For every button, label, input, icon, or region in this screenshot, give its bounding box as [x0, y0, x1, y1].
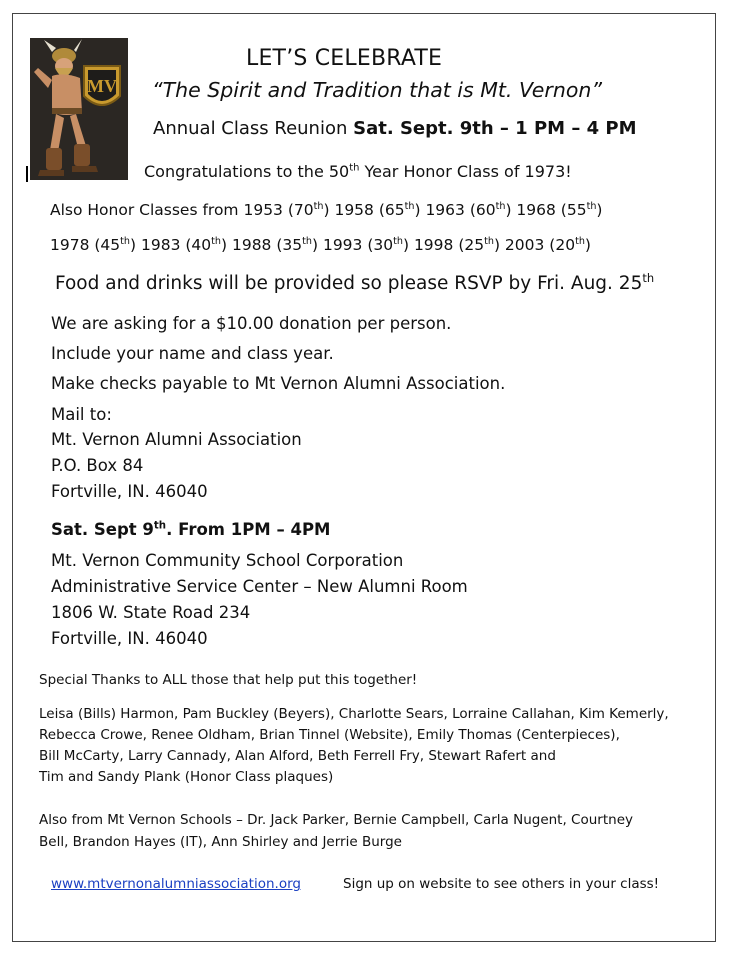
honor-class-item: 1983 (40th) — [136, 235, 228, 254]
honor-class-list — [243, 201, 602, 219]
reunion-line — [153, 118, 637, 139]
signup-text: Sign up on website to see others in your class! — [343, 876, 660, 892]
mail-box: P.O. Box 84 — [51, 456, 144, 475]
mail-label: Mail to: — [51, 405, 112, 424]
honor-classes-line-2 — [50, 236, 591, 254]
thanks-line: Leisa (Bills) Harmon, Pam Buckley (Beyers), Charlotte Sears, Lorraine Callahan, Kim Kemerly, — [39, 706, 669, 722]
viking-mascot-shield-icon — [30, 38, 128, 180]
thanks-line: Rebecca Crowe, Renee Oldham, Brian Tinnel (Website), Emily Thomas (Centerpieces), — [39, 727, 620, 743]
congrats-line: Congratulations to the 50th Year Honor Class of 1973! — [144, 162, 572, 181]
honor-class-list — [50, 236, 591, 254]
include-name-line: Include your name and class year. — [51, 344, 334, 363]
reunion-date: Sat. Sept. 9th – 1 PM – 4 PM — [353, 118, 637, 139]
event-venue-2: Administrative Service Center – New Alumni Room — [51, 577, 468, 596]
event-address: 1806 W. State Road 234 — [51, 603, 251, 622]
svg-text:MV: MV — [87, 76, 117, 96]
viking-mascot-image — [30, 38, 128, 180]
mail-city: Fortville, IN. 46040 — [51, 482, 208, 501]
honor-class-item: 1963 (60th) — [420, 200, 512, 219]
honor-class-item: 1968 (55th) — [511, 200, 603, 219]
text-caret — [26, 166, 28, 182]
honor-class-item: 1978 (45th) — [50, 235, 137, 254]
honor-class-item: 1958 (65th) — [329, 200, 421, 219]
honor-class-item: 1998 (25th) — [409, 235, 500, 254]
thanks-line: Tim and Sandy Plank (Honor Class plaques) — [39, 769, 334, 785]
event-venue-1: Mt. Vernon Community School Corporation — [51, 551, 404, 570]
event-date: Sat. Sept 9th. From 1PM – 4PM — [51, 520, 331, 539]
honor-class-item: 1993 (30th) — [318, 235, 410, 254]
website-link[interactable]: www.mtvernonalumniassociation.org — [51, 876, 301, 892]
rsvp-line: Food and drinks will be provided so please RSVP by Fri. Aug. 25th — [55, 270, 655, 294]
thanks-line: Bill McCarty, Larry Cannady, Alan Alford, Beth Ferrell Fry, Stewart Rafert and — [39, 748, 556, 764]
honor-classes-line-1: Also Honor Classes from 1953 (70th) 1958 (65th) 1963 (60th) 1968 (55th) — [50, 200, 603, 219]
donation-line: We are asking for a $10.00 donation per person. — [51, 314, 452, 333]
schools-thanks-line: Bell, Brandon Hayes (IT), Ann Shirley and Jerrie Burge — [39, 834, 402, 850]
reunion-label: Annual Class Reunion — [153, 118, 348, 139]
schools-thanks-line: Also from Mt Vernon Schools – Dr. Jack Parker, Bernie Campbell, Carla Nugent, Courtney — [39, 812, 633, 828]
flyer-title: LET’S CELEBRATE — [246, 46, 443, 71]
mail-name: Mt. Vernon Alumni Association — [51, 430, 302, 449]
checks-payable-line: Make checks payable to Mt Vernon Alumni Association. — [51, 374, 506, 393]
honor-class-item: 1953 (70th) — [243, 200, 330, 219]
flyer-subtitle: “The Spirit and Tradition that is Mt. Vernon” — [152, 78, 602, 102]
thanks-heading: Special Thanks to ALL those that help put this together! — [39, 672, 418, 688]
event-city: Fortville, IN. 46040 — [51, 629, 208, 648]
honor-class-item: 1988 (35th) — [227, 235, 319, 254]
honor-class-item: 2003 (20th) — [500, 235, 591, 254]
